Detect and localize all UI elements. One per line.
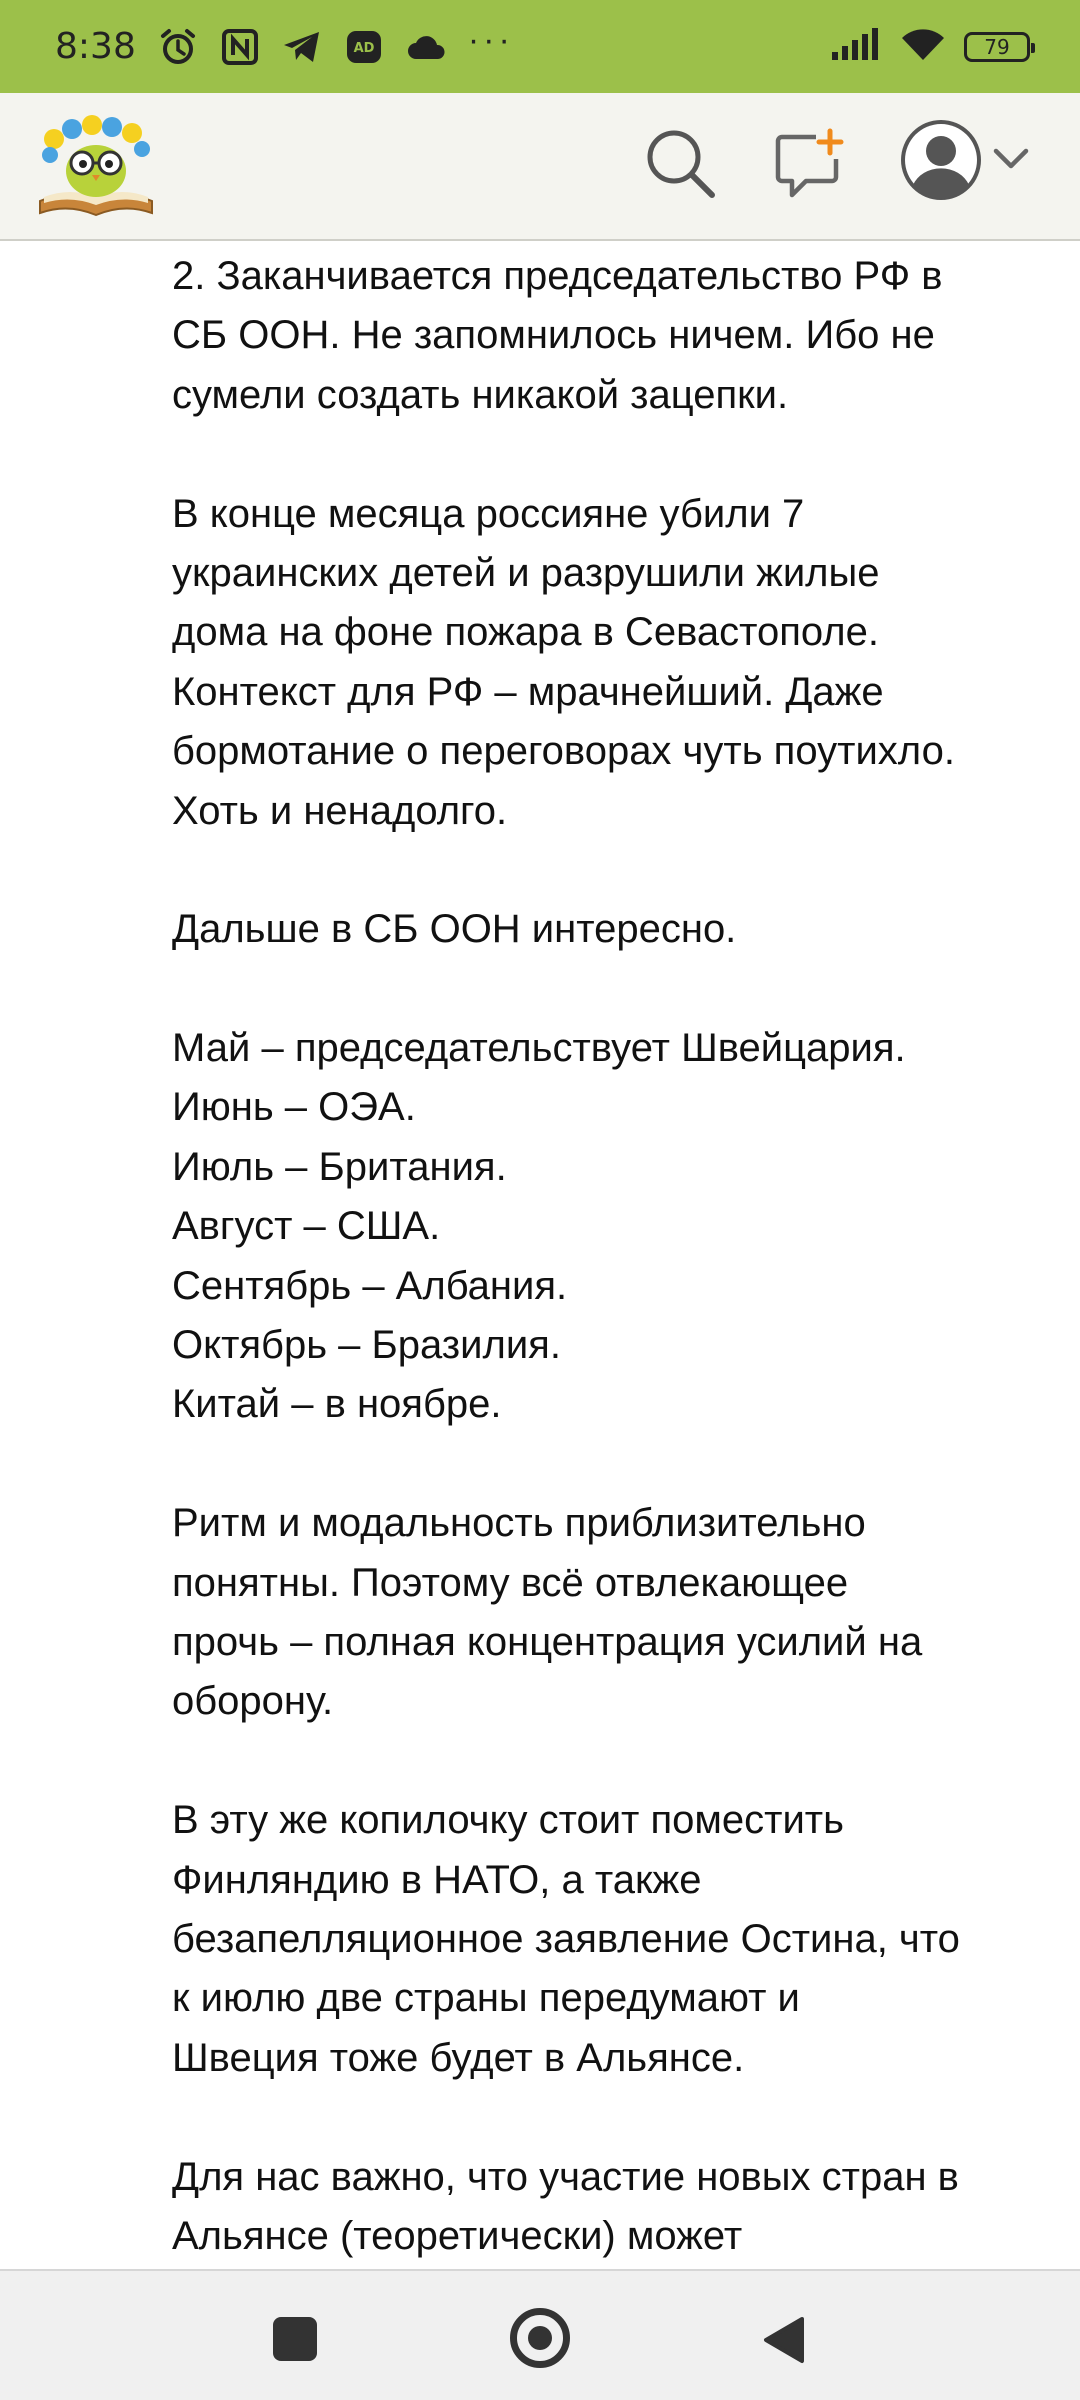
search-icon[interactable] <box>640 123 720 203</box>
text-line: В конце месяца россияне убили 7 <box>172 491 805 536</box>
new-post-icon[interactable] <box>772 127 848 203</box>
user-avatar-icon[interactable] <box>898 117 984 203</box>
home-icon[interactable] <box>510 2308 570 2368</box>
text-line: Октябрь – Бразилия. <box>172 1323 561 1368</box>
alarm-icon <box>158 27 198 67</box>
text-line: Швеция тоже будет в Альянсе. <box>172 2035 745 2080</box>
text-line: понятны. Поэтому всё отвлекающее <box>172 1560 849 1605</box>
telegram-icon <box>282 27 322 67</box>
text-line: к июлю две страны передумают и <box>172 1976 800 2021</box>
text-line: сумели создать никакой зацепки. <box>172 372 789 417</box>
paragraph <box>172 900 1052 959</box>
text-line: Альянсе (теоретически) может <box>172 2213 743 2258</box>
text-line: бормотание о переговорах чуть поутихло. <box>172 729 955 774</box>
text-line: Финляндию в НАТО, а также <box>172 1857 702 1902</box>
wifi-icon <box>900 26 946 67</box>
system-nav-bar <box>0 2269 1080 2400</box>
text-line: СБ ООН. Не запомнилось ничем. Ибо не <box>172 313 935 358</box>
text-line: Контекст для РФ – мрачнейший. Даже <box>172 669 884 714</box>
text-line: В эту же копилочку стоит поместить <box>172 1798 844 1843</box>
text-line: Дальше в СБ ООН интересно. <box>172 907 737 952</box>
text-line: Китай – в ноябре. <box>172 1382 502 1427</box>
cloud-icon <box>406 27 446 67</box>
text-line: Август – США. <box>172 1204 441 1249</box>
battery-level: 79 <box>984 34 1010 59</box>
text-line: Июнь – ОЭА. <box>172 1085 416 1130</box>
paragraph <box>172 1494 1052 1732</box>
svg-text:AD: AD <box>353 40 375 56</box>
signal-icon <box>832 28 882 65</box>
status-left <box>55 20 514 67</box>
paragraph <box>172 485 1052 841</box>
paragraph <box>172 2148 1052 2267</box>
paragraph <box>172 247 1052 425</box>
article-body <box>172 241 1052 2269</box>
text-line: Сентябрь – Албания. <box>172 1263 568 1308</box>
paragraph <box>172 1791 1052 2088</box>
back-icon[interactable] <box>760 2315 808 2365</box>
status-bar <box>0 0 1080 93</box>
text-line: Май – председательствует Швейцария. <box>172 1026 906 1071</box>
status-time: 8:38 <box>55 26 136 67</box>
text-line: Ритм и модальность приблизительно <box>172 1501 866 1546</box>
text-line: Хоть и ненадолго. <box>172 788 508 833</box>
chevron-down-icon[interactable] <box>990 139 1032 179</box>
text-line: прочь – полная концентрация усилий на <box>172 1619 923 1664</box>
status-right <box>832 26 1030 67</box>
paragraph <box>172 1019 1052 1435</box>
text-line: Июль – Британия. <box>172 1144 507 1189</box>
more-notifications-icon: ··· <box>467 20 514 59</box>
text-line: безапелляционное заявление Остина, что <box>172 1916 960 1961</box>
app-header <box>0 93 1080 241</box>
text-line: оборону. <box>172 1679 334 1724</box>
text-line: Для нас важно, что участие новых стран в <box>172 2154 959 2199</box>
nfc-icon <box>220 27 260 67</box>
text-line: дома на фоне пожара в Севастополе. <box>172 610 879 655</box>
owl-book-logo[interactable] <box>32 109 160 225</box>
ad-blocker-icon <box>344 27 384 67</box>
text-line: 2. Заканчивается председательство РФ в <box>172 254 943 298</box>
text-line: украинских детей и разрушили жилые <box>172 550 880 595</box>
battery-indicator <box>964 32 1030 62</box>
recents-icon[interactable] <box>273 2317 317 2361</box>
